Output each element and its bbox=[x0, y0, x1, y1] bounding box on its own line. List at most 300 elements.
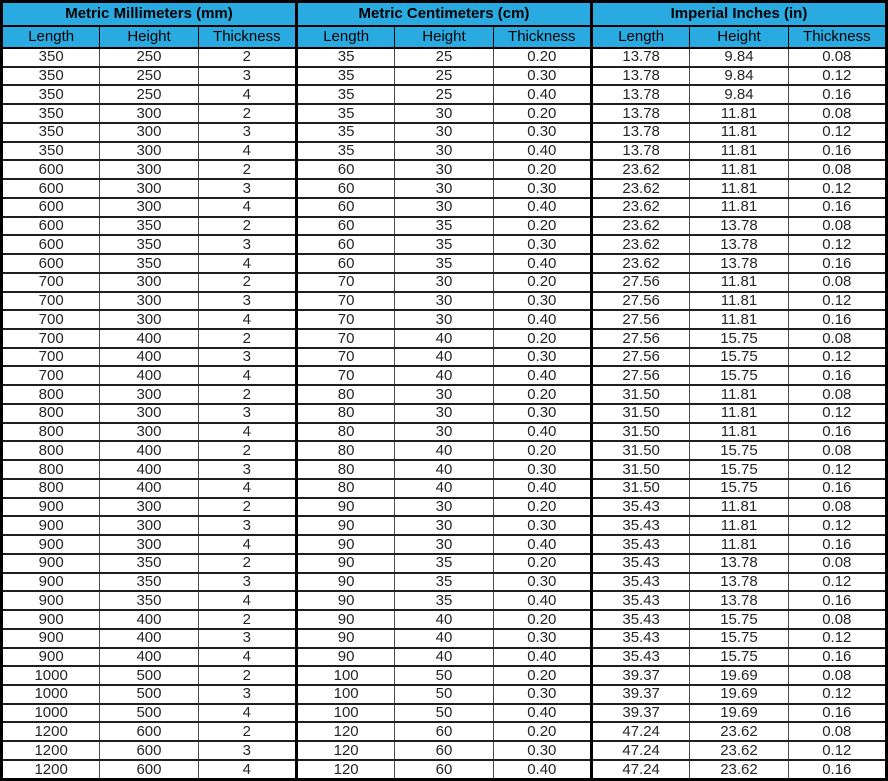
table-cell: 700 bbox=[2, 273, 100, 292]
table-cell: 90 bbox=[296, 629, 394, 648]
table-cell: 27.56 bbox=[591, 366, 689, 385]
table-cell: 500 bbox=[100, 666, 198, 685]
table-cell: 700 bbox=[2, 310, 100, 329]
table-cell: 35 bbox=[395, 554, 493, 573]
table-row bbox=[2, 666, 887, 685]
table-cell: 60 bbox=[296, 254, 394, 273]
table-row bbox=[2, 722, 887, 741]
table-cell: 2 bbox=[198, 666, 296, 685]
table-cell: 0.30 bbox=[493, 404, 591, 423]
table-row bbox=[2, 573, 887, 592]
table-cell: 30 bbox=[395, 404, 493, 423]
table-cell: 0.08 bbox=[788, 329, 886, 348]
table-cell: 0.40 bbox=[493, 648, 591, 667]
table-cell: 0.12 bbox=[788, 348, 886, 367]
table-cell: 0.08 bbox=[788, 48, 886, 67]
table-cell: 0.30 bbox=[493, 516, 591, 535]
table-cell: 11.81 bbox=[690, 516, 788, 535]
table-cell: 0.12 bbox=[788, 629, 886, 648]
table-cell: 600 bbox=[100, 741, 198, 760]
table-row bbox=[2, 648, 887, 667]
table-row bbox=[2, 142, 887, 161]
table-cell: 0.30 bbox=[493, 573, 591, 592]
table-cell: 400 bbox=[100, 648, 198, 667]
table-cell: 60 bbox=[296, 160, 394, 179]
table-row bbox=[2, 310, 887, 329]
table-cell: 25 bbox=[395, 85, 493, 104]
table-cell: 350 bbox=[2, 48, 100, 67]
table-cell: 1000 bbox=[2, 685, 100, 704]
table-cell: 35.43 bbox=[591, 554, 689, 573]
table-cell: 600 bbox=[2, 217, 100, 236]
table-cell: 23.62 bbox=[591, 198, 689, 217]
table-row bbox=[2, 479, 887, 498]
table-cell: 70 bbox=[296, 329, 394, 348]
table-cell: 30 bbox=[395, 535, 493, 554]
table-cell: 35 bbox=[395, 573, 493, 592]
table-row bbox=[2, 441, 887, 460]
table-cell: 13.78 bbox=[591, 67, 689, 86]
table-cell: 3 bbox=[198, 516, 296, 535]
table-cell: 35 bbox=[395, 254, 493, 273]
table-row bbox=[2, 160, 887, 179]
table-cell: 40 bbox=[395, 460, 493, 479]
table-cell: 2 bbox=[198, 385, 296, 404]
table-cell: 0.16 bbox=[788, 198, 886, 217]
table-cell: 300 bbox=[100, 292, 198, 311]
table-cell: 300 bbox=[100, 273, 198, 292]
table-cell: 35 bbox=[395, 235, 493, 254]
table-cell: 600 bbox=[2, 235, 100, 254]
column-header-cm-height: Height bbox=[395, 26, 493, 48]
table-cell: 2 bbox=[198, 498, 296, 517]
table-cell: 0.20 bbox=[493, 666, 591, 685]
table-cell: 50 bbox=[395, 704, 493, 723]
table-cell: 0.40 bbox=[493, 85, 591, 104]
table-cell: 40 bbox=[395, 629, 493, 648]
table-cell: 500 bbox=[100, 704, 198, 723]
table-cell: 600 bbox=[100, 722, 198, 741]
table-cell: 90 bbox=[296, 648, 394, 667]
table-cell: 27.56 bbox=[591, 292, 689, 311]
table-cell: 0.30 bbox=[493, 123, 591, 142]
table-cell: 70 bbox=[296, 310, 394, 329]
table-row bbox=[2, 423, 887, 442]
table-cell: 250 bbox=[100, 85, 198, 104]
group-header-imperial-in: Imperial Inches (in) bbox=[591, 2, 886, 27]
table-cell: 30 bbox=[395, 160, 493, 179]
column-header-in-thickness: Thickness bbox=[788, 26, 886, 48]
table-cell: 300 bbox=[100, 423, 198, 442]
table-cell: 900 bbox=[2, 591, 100, 610]
table-cell: 800 bbox=[2, 385, 100, 404]
table-cell: 60 bbox=[296, 179, 394, 198]
table-cell: 30 bbox=[395, 142, 493, 161]
table-cell: 60 bbox=[395, 722, 493, 741]
table-row bbox=[2, 273, 887, 292]
table-row bbox=[2, 498, 887, 517]
table-cell: 35 bbox=[296, 67, 394, 86]
table-cell: 2 bbox=[198, 554, 296, 573]
table-row bbox=[2, 760, 887, 780]
table-cell: 2 bbox=[198, 217, 296, 236]
table-row bbox=[2, 685, 887, 704]
table-cell: 30 bbox=[395, 292, 493, 311]
group-header-metric-cm: Metric Centimeters (cm) bbox=[296, 2, 591, 27]
table-cell: 25 bbox=[395, 48, 493, 67]
table-cell: 400 bbox=[100, 610, 198, 629]
table-cell: 30 bbox=[395, 179, 493, 198]
table-cell: 1200 bbox=[2, 741, 100, 760]
table-cell: 30 bbox=[395, 273, 493, 292]
table-cell: 0.12 bbox=[788, 235, 886, 254]
table-cell: 80 bbox=[296, 423, 394, 442]
table-cell: 0.20 bbox=[493, 722, 591, 741]
table-cell: 300 bbox=[100, 310, 198, 329]
table-cell: 0.30 bbox=[493, 460, 591, 479]
table-cell: 0.08 bbox=[788, 160, 886, 179]
table-cell: 0.30 bbox=[493, 741, 591, 760]
table-cell: 300 bbox=[100, 179, 198, 198]
table-cell: 0.12 bbox=[788, 573, 886, 592]
table-cell: 35 bbox=[296, 142, 394, 161]
table-cell: 27.56 bbox=[591, 310, 689, 329]
table-cell: 700 bbox=[2, 366, 100, 385]
table-cell: 19.69 bbox=[690, 666, 788, 685]
table-cell: 30 bbox=[395, 498, 493, 517]
table-cell: 30 bbox=[395, 516, 493, 535]
table-cell: 39.37 bbox=[591, 685, 689, 704]
table-cell: 90 bbox=[296, 516, 394, 535]
table-row bbox=[2, 404, 887, 423]
table-cell: 11.81 bbox=[690, 423, 788, 442]
table-cell: 0.16 bbox=[788, 423, 886, 442]
table-cell: 40 bbox=[395, 329, 493, 348]
table-row bbox=[2, 67, 887, 86]
table-cell: 70 bbox=[296, 292, 394, 311]
table-cell: 0.16 bbox=[788, 479, 886, 498]
table-cell: 80 bbox=[296, 385, 394, 404]
table-cell: 0.30 bbox=[493, 629, 591, 648]
table-cell: 0.20 bbox=[493, 48, 591, 67]
table-cell: 4 bbox=[198, 423, 296, 442]
table-cell: 50 bbox=[395, 666, 493, 685]
table-cell: 300 bbox=[100, 516, 198, 535]
table-cell: 3 bbox=[198, 348, 296, 367]
table-cell: 70 bbox=[296, 348, 394, 367]
table-cell: 0.30 bbox=[493, 235, 591, 254]
table-cell: 27.56 bbox=[591, 329, 689, 348]
table-cell: 0.08 bbox=[788, 273, 886, 292]
table-cell: 600 bbox=[2, 179, 100, 198]
table-cell: 300 bbox=[100, 198, 198, 217]
table-cell: 2 bbox=[198, 104, 296, 123]
table-cell: 0.40 bbox=[493, 142, 591, 161]
table-cell: 25 bbox=[395, 67, 493, 86]
table-cell: 0.16 bbox=[788, 142, 886, 161]
table-cell: 30 bbox=[395, 423, 493, 442]
table-cell: 0.08 bbox=[788, 666, 886, 685]
table-cell: 11.81 bbox=[690, 535, 788, 554]
table-cell: 15.75 bbox=[690, 329, 788, 348]
table-cell: 27.56 bbox=[591, 273, 689, 292]
table-cell: 80 bbox=[296, 441, 394, 460]
table-cell: 0.20 bbox=[493, 610, 591, 629]
table-row bbox=[2, 629, 887, 648]
table-cell: 0.20 bbox=[493, 385, 591, 404]
table-row bbox=[2, 535, 887, 554]
table-cell: 2 bbox=[198, 722, 296, 741]
table-cell: 15.75 bbox=[690, 441, 788, 460]
table-cell: 11.81 bbox=[690, 292, 788, 311]
table-cell: 350 bbox=[100, 554, 198, 573]
table-cell: 0.40 bbox=[493, 479, 591, 498]
table-cell: 300 bbox=[100, 142, 198, 161]
table-cell: 11.81 bbox=[690, 179, 788, 198]
table-cell: 900 bbox=[2, 629, 100, 648]
table-cell: 4 bbox=[198, 648, 296, 667]
table-cell: 700 bbox=[2, 348, 100, 367]
table-row bbox=[2, 217, 887, 236]
table-cell: 4 bbox=[198, 479, 296, 498]
table-cell: 4 bbox=[198, 366, 296, 385]
table-cell: 11.81 bbox=[690, 142, 788, 161]
table-cell: 0.16 bbox=[788, 760, 886, 780]
table-cell: 0.40 bbox=[493, 591, 591, 610]
table-cell: 90 bbox=[296, 573, 394, 592]
table-cell: 35.43 bbox=[591, 535, 689, 554]
table-cell: 2 bbox=[198, 610, 296, 629]
table-cell: 4 bbox=[198, 760, 296, 780]
table-cell: 2 bbox=[198, 160, 296, 179]
table-cell: 800 bbox=[2, 460, 100, 479]
table-cell: 90 bbox=[296, 591, 394, 610]
table-cell: 0.16 bbox=[788, 591, 886, 610]
table-row bbox=[2, 366, 887, 385]
table-cell: 23.62 bbox=[591, 217, 689, 236]
table-cell: 80 bbox=[296, 479, 394, 498]
table-cell: 47.24 bbox=[591, 741, 689, 760]
table-cell: 11.81 bbox=[690, 385, 788, 404]
table-cell: 60 bbox=[296, 217, 394, 236]
table-cell: 300 bbox=[100, 123, 198, 142]
table-cell: 2 bbox=[198, 441, 296, 460]
table-cell: 0.12 bbox=[788, 741, 886, 760]
table-cell: 50 bbox=[395, 685, 493, 704]
table-cell: 350 bbox=[2, 142, 100, 161]
table-cell: 0.30 bbox=[493, 179, 591, 198]
table-cell: 400 bbox=[100, 460, 198, 479]
table-cell: 400 bbox=[100, 441, 198, 460]
table-cell: 4 bbox=[198, 535, 296, 554]
table-cell: 600 bbox=[2, 160, 100, 179]
table-cell: 350 bbox=[2, 123, 100, 142]
table-cell: 23.62 bbox=[690, 760, 788, 780]
table-cell: 11.81 bbox=[690, 404, 788, 423]
table-cell: 900 bbox=[2, 610, 100, 629]
table-cell: 40 bbox=[395, 648, 493, 667]
table-cell: 0.30 bbox=[493, 67, 591, 86]
table-cell: 35 bbox=[296, 48, 394, 67]
table-cell: 35.43 bbox=[591, 629, 689, 648]
table-cell: 90 bbox=[296, 610, 394, 629]
table-row bbox=[2, 516, 887, 535]
table-cell: 0.12 bbox=[788, 179, 886, 198]
table-cell: 700 bbox=[2, 329, 100, 348]
table-cell: 350 bbox=[100, 573, 198, 592]
table-cell: 30 bbox=[395, 310, 493, 329]
table-cell: 40 bbox=[395, 366, 493, 385]
column-header-mm-thickness: Thickness bbox=[198, 26, 296, 48]
table-cell: 31.50 bbox=[591, 385, 689, 404]
table-cell: 35.43 bbox=[591, 516, 689, 535]
table-cell: 2 bbox=[198, 273, 296, 292]
table-cell: 4 bbox=[198, 142, 296, 161]
table-cell: 0.12 bbox=[788, 685, 886, 704]
table-cell: 250 bbox=[100, 67, 198, 86]
table-row bbox=[2, 85, 887, 104]
table-cell: 300 bbox=[100, 104, 198, 123]
table-row bbox=[2, 554, 887, 573]
table-cell: 35 bbox=[395, 217, 493, 236]
table-cell: 15.75 bbox=[690, 610, 788, 629]
table-cell: 900 bbox=[2, 516, 100, 535]
table-cell: 2 bbox=[198, 48, 296, 67]
table-cell: 350 bbox=[2, 104, 100, 123]
table-cell: 350 bbox=[2, 85, 100, 104]
table-cell: 15.75 bbox=[690, 648, 788, 667]
table-cell: 1000 bbox=[2, 704, 100, 723]
table-cell: 23.62 bbox=[690, 741, 788, 760]
table-cell: 0.20 bbox=[493, 160, 591, 179]
table-cell: 4 bbox=[198, 85, 296, 104]
table-cell: 39.37 bbox=[591, 666, 689, 685]
table-cell: 23.62 bbox=[690, 722, 788, 741]
table-cell: 80 bbox=[296, 404, 394, 423]
column-header-mm-length: Length bbox=[2, 26, 100, 48]
table-cell: 47.24 bbox=[591, 722, 689, 741]
table-cell: 47.24 bbox=[591, 760, 689, 780]
table-cell: 0.40 bbox=[493, 760, 591, 780]
table-cell: 300 bbox=[100, 385, 198, 404]
table-cell: 0.40 bbox=[493, 704, 591, 723]
table-cell: 39.37 bbox=[591, 704, 689, 723]
table-cell: 900 bbox=[2, 535, 100, 554]
table-row bbox=[2, 254, 887, 273]
column-header-mm-height: Height bbox=[100, 26, 198, 48]
table-cell: 31.50 bbox=[591, 479, 689, 498]
table-cell: 900 bbox=[2, 498, 100, 517]
table-cell: 350 bbox=[100, 217, 198, 236]
table-cell: 13.78 bbox=[591, 48, 689, 67]
table-cell: 600 bbox=[2, 198, 100, 217]
table-cell: 35 bbox=[395, 591, 493, 610]
table-cell: 11.81 bbox=[690, 123, 788, 142]
table-cell: 1000 bbox=[2, 666, 100, 685]
column-header-in-length: Length bbox=[591, 26, 689, 48]
table-cell: 700 bbox=[2, 292, 100, 311]
table-cell: 2 bbox=[198, 329, 296, 348]
table-cell: 9.84 bbox=[690, 48, 788, 67]
table-row bbox=[2, 179, 887, 198]
table-cell: 1200 bbox=[2, 722, 100, 741]
table-cell: 300 bbox=[100, 535, 198, 554]
table-cell: 800 bbox=[2, 423, 100, 442]
table-cell: 4 bbox=[198, 704, 296, 723]
table-cell: 0.12 bbox=[788, 67, 886, 86]
table-row bbox=[2, 704, 887, 723]
table-cell: 35.43 bbox=[591, 573, 689, 592]
table-cell: 13.78 bbox=[591, 85, 689, 104]
table-cell: 400 bbox=[100, 366, 198, 385]
table-cell: 11.81 bbox=[690, 160, 788, 179]
table-cell: 35 bbox=[296, 104, 394, 123]
table-cell: 0.40 bbox=[493, 423, 591, 442]
table-row bbox=[2, 292, 887, 311]
table-cell: 90 bbox=[296, 554, 394, 573]
table-cell: 0.08 bbox=[788, 554, 886, 573]
table-cell: 11.81 bbox=[690, 310, 788, 329]
table-cell: 0.40 bbox=[493, 535, 591, 554]
table-cell: 900 bbox=[2, 648, 100, 667]
table-cell: 500 bbox=[100, 685, 198, 704]
table-cell: 0.08 bbox=[788, 104, 886, 123]
table-cell: 3 bbox=[198, 573, 296, 592]
table-cell: 13.78 bbox=[690, 591, 788, 610]
table-cell: 0.20 bbox=[493, 554, 591, 573]
table-cell: 4 bbox=[198, 310, 296, 329]
table-cell: 11.81 bbox=[690, 273, 788, 292]
table-row bbox=[2, 198, 887, 217]
table-cell: 80 bbox=[296, 460, 394, 479]
table-cell: 800 bbox=[2, 404, 100, 423]
table-cell: 400 bbox=[100, 479, 198, 498]
table-cell: 0.12 bbox=[788, 460, 886, 479]
table-cell: 4 bbox=[198, 198, 296, 217]
table-cell: 3 bbox=[198, 741, 296, 760]
table-cell: 600 bbox=[2, 254, 100, 273]
table-cell: 70 bbox=[296, 366, 394, 385]
table-cell: 300 bbox=[100, 160, 198, 179]
table-cell: 30 bbox=[395, 198, 493, 217]
table-cell: 0.40 bbox=[493, 310, 591, 329]
table-cell: 300 bbox=[100, 404, 198, 423]
table-cell: 350 bbox=[100, 235, 198, 254]
table-cell: 350 bbox=[2, 67, 100, 86]
table-cell: 0.20 bbox=[493, 441, 591, 460]
table-cell: 15.75 bbox=[690, 348, 788, 367]
column-header-cm-thickness: Thickness bbox=[493, 26, 591, 48]
table-cell: 400 bbox=[100, 629, 198, 648]
table-cell: 60 bbox=[296, 198, 394, 217]
table-row bbox=[2, 235, 887, 254]
table-cell: 13.78 bbox=[591, 104, 689, 123]
table-cell: 250 bbox=[100, 48, 198, 67]
table-cell: 40 bbox=[395, 610, 493, 629]
table-cell: 27.56 bbox=[591, 348, 689, 367]
table-cell: 600 bbox=[100, 760, 198, 780]
table-cell: 11.81 bbox=[690, 104, 788, 123]
table-cell: 0.20 bbox=[493, 273, 591, 292]
table-header bbox=[2, 2, 887, 49]
table-body bbox=[2, 48, 887, 780]
table-cell: 30 bbox=[395, 123, 493, 142]
table-cell: 0.30 bbox=[493, 685, 591, 704]
table-cell: 3 bbox=[198, 685, 296, 704]
table-cell: 35.43 bbox=[591, 591, 689, 610]
group-header-row bbox=[2, 2, 887, 27]
table-cell: 3 bbox=[198, 179, 296, 198]
